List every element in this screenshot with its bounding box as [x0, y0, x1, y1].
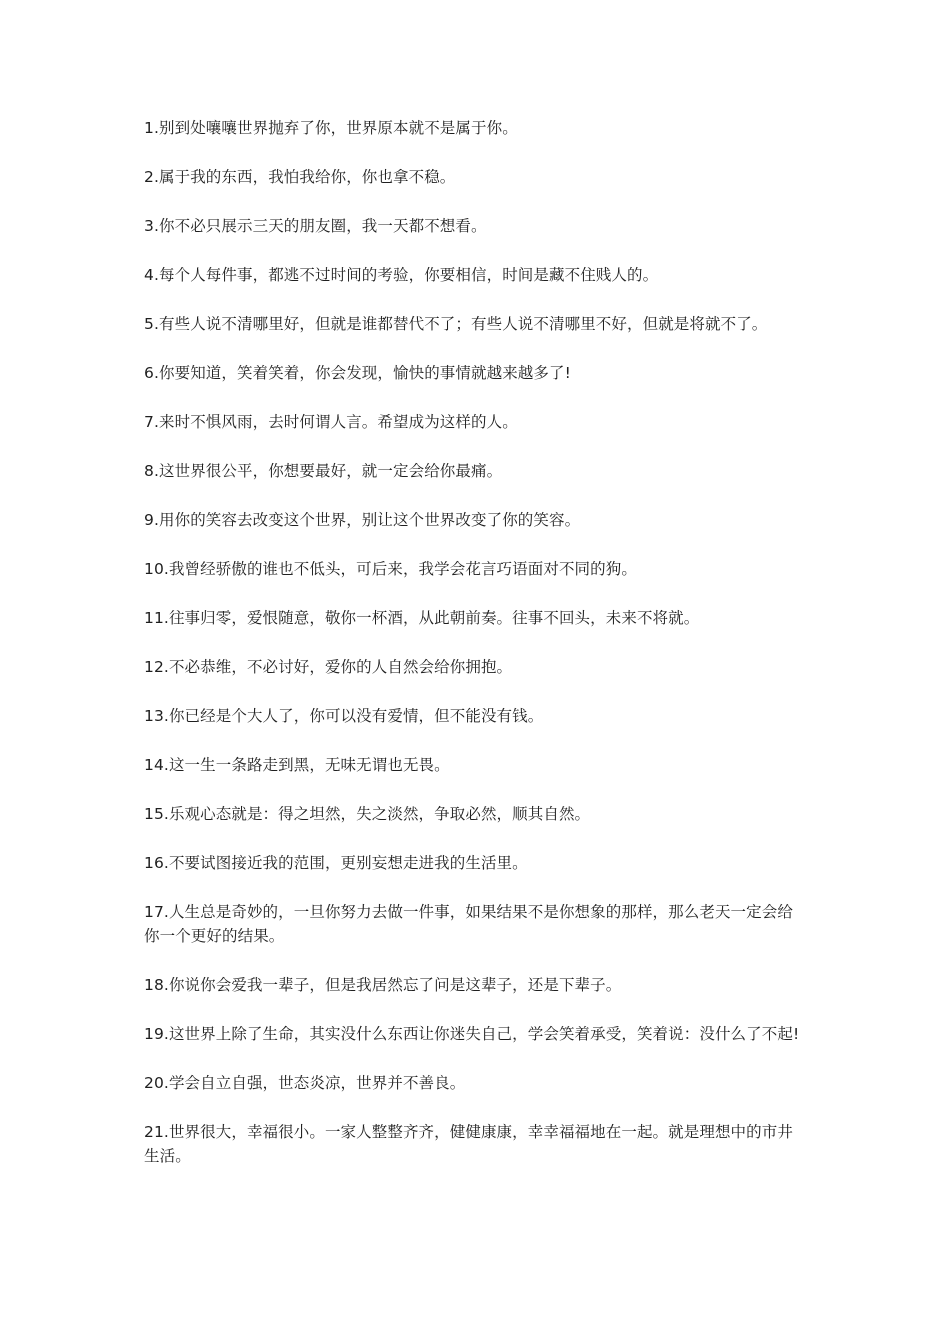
quote-line-3: 3.你不必只展示三天的朋友圈，我一天都不想看。: [144, 217, 487, 235]
quote-line-2: 2.属于我的东西，我怕我给你，你也拿不稳。: [144, 168, 456, 186]
quote-line-5: 5.有些人说不清哪里好，但就是谁都替代不了；有些人说不清哪里不好，但就是将就不了。: [144, 315, 768, 333]
quote-line-18: 18.你说你会爱我一辈子，但是我居然忘了问是这辈子，还是下辈子。: [144, 976, 622, 994]
quote-line-7: 7.来时不惧风雨，去时何谓人言。希望成为这样的人。: [144, 413, 518, 431]
quote-line-11: 11.往事归零，爱恨随意，敬你一杯酒，从此朝前奏。往事不回头，未来不将就。: [144, 609, 700, 627]
quote-line-15: 15.乐观心态就是：得之坦然，失之淡然，争取必然，顺其自然。: [144, 805, 591, 823]
quote-line-1: 1.别到处嚷嚷世界抛弃了你，世界原本就不是属于你。: [144, 119, 518, 137]
quote-line-8: 8.这世界很公平，你想要最好，就一定会给你最痛。: [144, 462, 503, 480]
quote-line-10: 10.我曾经骄傲的谁也不低头，可后来，我学会花言巧语面对不同的狗。: [144, 560, 637, 578]
quote-line-16: 16.不要试图接近我的范围，更别妄想走进我的生活里。: [144, 854, 528, 872]
quote-line-4: 4.每个人每件事，都逃不过时间的考验，你要相信，时间是藏不住贱人的。: [144, 266, 659, 284]
quote-line-19: 19.这世界上除了生命，其实没什么东西让你迷失自己，学会笑着承受，笑着说：没什么了不起!: [144, 1025, 800, 1043]
quote-line-9: 9.用你的笑容去改变这个世界，别让这个世界改变了你的笑容。: [144, 511, 581, 529]
quote-line-21: 21.世界很大，幸福很小。一家人整整齐齐，健健康康，幸幸福福地在一起。就是理想中的市井生活。: [144, 1123, 793, 1165]
quote-line-17: 17.人生总是奇妙的，一旦你努力去做一件事，如果结果不是你想象的那样，那么老天一定会给你一个更好的结果。: [144, 903, 793, 945]
quote-line-20: 20.学会自立自强，世态炎凉，世界并不善良。: [144, 1074, 466, 1092]
quote-line-12: 12.不必恭维，不必讨好，爱你的人自然会给你拥抱。: [144, 658, 513, 676]
quote-line-14: 14.这一生一条路走到黑，无味无谓也无畏。: [144, 756, 450, 774]
quote-line-6: 6.你要知道，笑着笑着，你会发现，愉快的事情就越来越多了!: [144, 364, 571, 382]
quote-list: [144, 116, 808, 1193]
quote-line-13: 13.你已经是个大人了，你可以没有爱情，但不能没有钱。: [144, 707, 544, 725]
